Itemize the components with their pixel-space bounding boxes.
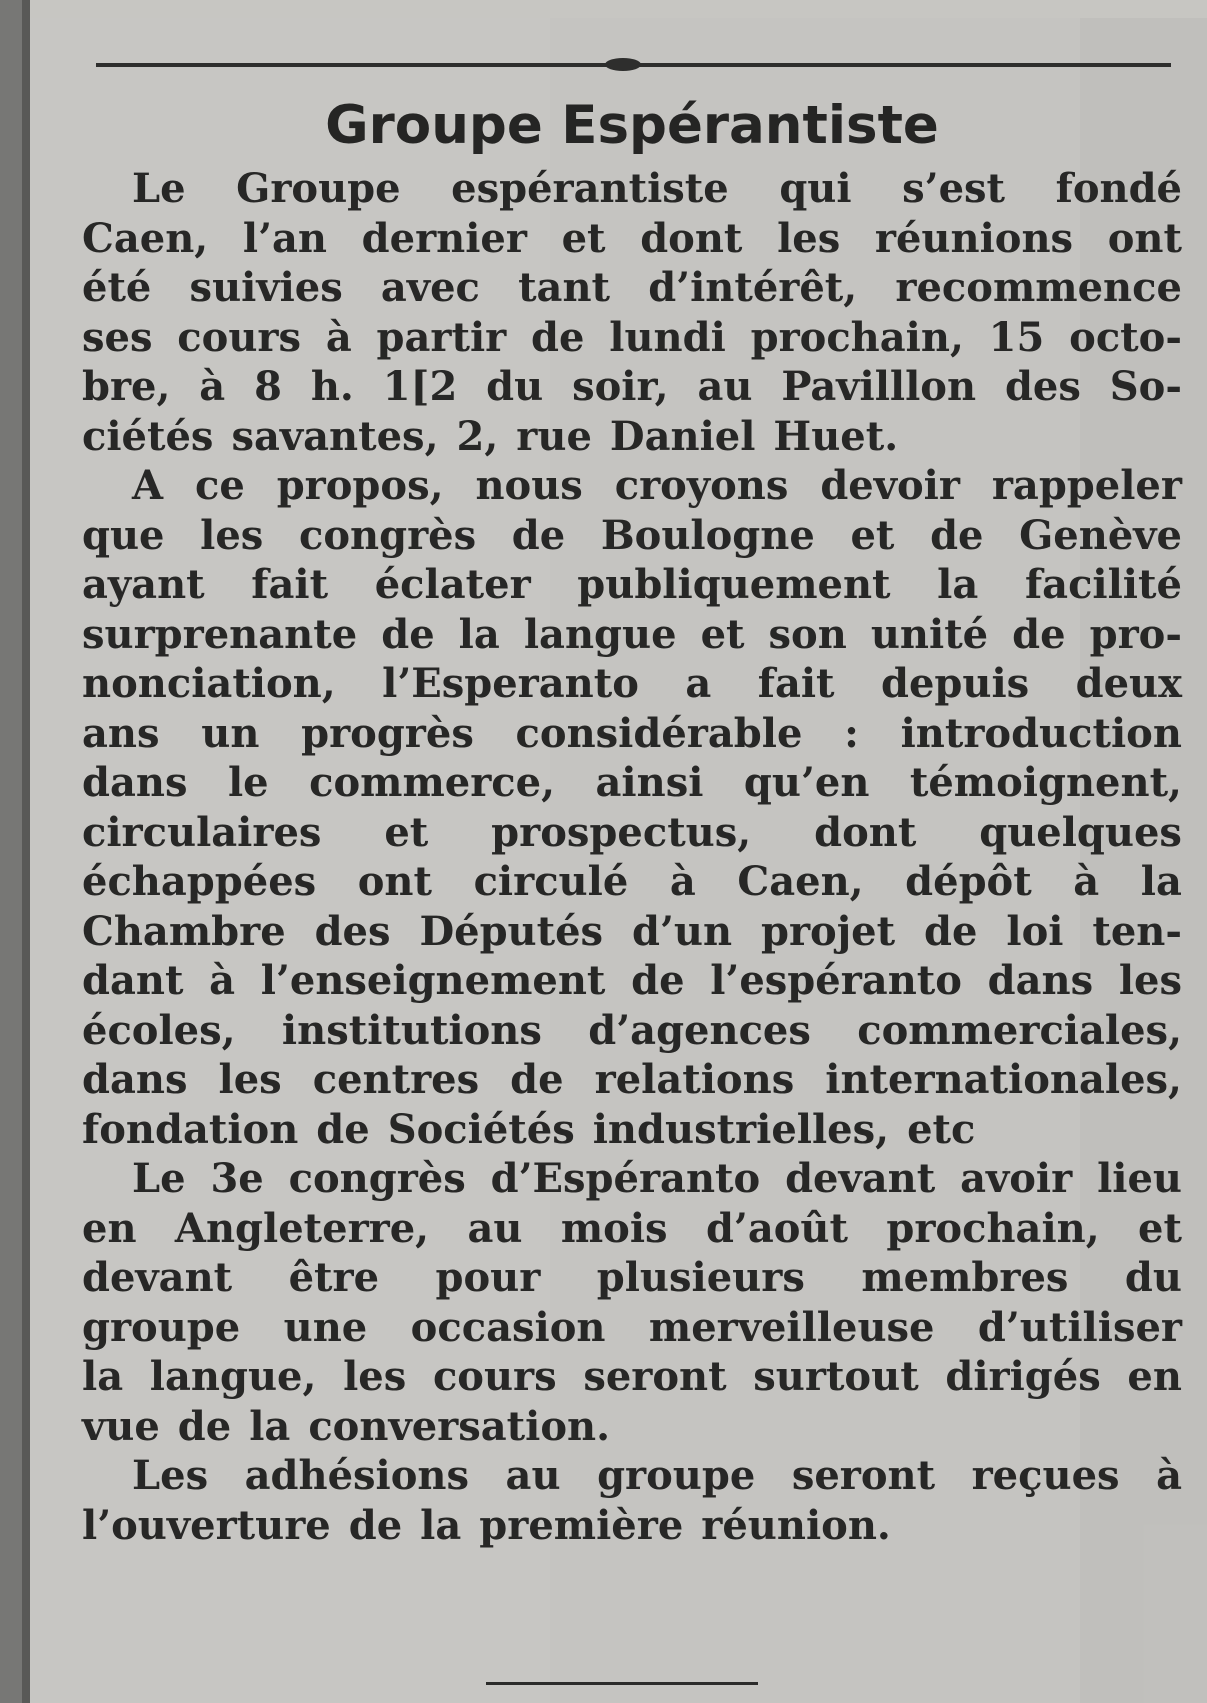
text-word: avoir	[960, 1155, 1073, 1202]
text-word: relations	[594, 1056, 795, 1103]
text-word: de	[316, 1105, 370, 1153]
text-word: au	[467, 1204, 523, 1252]
text-word: la	[458, 610, 500, 658]
text-word: suivies	[189, 264, 343, 311]
text-word: écoles,	[82, 1006, 236, 1054]
text-word: adhésions	[244, 1452, 470, 1499]
text-word: dans	[82, 1056, 188, 1103]
paragraph	[82, 1451, 1182, 1550]
text-word: de	[177, 1402, 232, 1450]
text-word: Angleterre,	[174, 1204, 430, 1252]
text-word: a	[685, 660, 712, 707]
text-word: projet	[760, 907, 896, 955]
text-word: dans	[82, 759, 188, 806]
text-word: fait	[251, 561, 329, 608]
text-word: 15	[988, 313, 1045, 361]
text-word: Députés	[419, 907, 604, 955]
text-line	[82, 1303, 1182, 1353]
text-word: de	[381, 610, 435, 658]
text-word: seront	[583, 1353, 727, 1400]
text-word: cours	[177, 313, 302, 361]
text-word: la	[1140, 858, 1182, 905]
text-word: Caen,	[737, 858, 864, 905]
text-word: prospectus,	[491, 808, 752, 856]
text-word: et	[1138, 1204, 1182, 1252]
top-rule-ornament	[605, 58, 641, 71]
text-word: Le	[132, 1155, 186, 1202]
text-word: la	[249, 1402, 291, 1450]
text-word: de	[631, 957, 685, 1004]
text-word: centres	[312, 1056, 480, 1103]
text-word: prochain,	[886, 1204, 1100, 1252]
text-line	[82, 1402, 1182, 1452]
text-word: l’espéranto	[710, 957, 962, 1004]
text-word: industrielles,	[592, 1105, 890, 1153]
text-word: publiquement	[577, 561, 891, 608]
text-word: occasion	[410, 1303, 606, 1351]
text-word: une	[283, 1303, 368, 1351]
text-word: qu’en	[743, 759, 870, 806]
text-word: qui	[779, 165, 852, 212]
text-word: première	[479, 1501, 684, 1549]
text-word: de	[510, 1056, 564, 1103]
text-word: de	[531, 313, 585, 361]
text-word: à	[669, 858, 696, 905]
text-line	[82, 1154, 1182, 1204]
text-word: dant	[82, 957, 184, 1004]
text-word: à	[1156, 1452, 1182, 1499]
text-word: éclater	[374, 561, 531, 608]
text-word: des	[1004, 363, 1081, 410]
text-word: dont	[640, 214, 743, 262]
text-word: congrès	[288, 1155, 466, 1202]
text-word: ses	[82, 313, 153, 361]
text-word: Daniel	[609, 412, 756, 460]
text-line	[82, 808, 1182, 858]
text-word: groupe	[82, 1303, 241, 1351]
text-word: plusieurs	[596, 1254, 805, 1301]
text-word: Huet.	[773, 412, 899, 460]
text-word: unité	[870, 610, 989, 658]
text-word: de	[1012, 610, 1066, 658]
text-word: de	[511, 511, 566, 559]
text-word: Les	[132, 1452, 209, 1499]
text-word: lundi	[609, 313, 726, 361]
text-word: tant	[518, 264, 611, 311]
text-word: Sociétés	[387, 1105, 575, 1153]
text-word: les	[200, 511, 264, 559]
text-word: son	[768, 610, 847, 658]
text-word: la	[937, 561, 979, 608]
text-word: l’enseignement	[260, 957, 606, 1004]
text-word: deux	[1075, 660, 1182, 707]
text-line	[82, 659, 1182, 709]
text-word: ont	[1107, 214, 1182, 262]
text-word: en	[1127, 1353, 1182, 1400]
text-word: d’août	[705, 1204, 848, 1252]
text-line	[82, 857, 1182, 907]
text-word: s’est	[902, 165, 1006, 212]
text-word: dans	[987, 957, 1094, 1004]
text-word: dernier	[361, 214, 527, 262]
text-word: réunions	[874, 214, 1074, 262]
text-word: les	[218, 1056, 282, 1103]
text-word: à	[1073, 858, 1100, 905]
text-word: Boulogne	[600, 511, 815, 559]
text-word: rappeler	[991, 462, 1182, 509]
text-word: des	[314, 907, 391, 955]
text-word: surtout	[753, 1353, 919, 1400]
text-word: commerciales,	[857, 1006, 1182, 1054]
text-word: et	[561, 214, 606, 262]
text-word: cours	[432, 1353, 557, 1400]
text-word: ciétés	[82, 412, 214, 460]
text-word: depuis	[880, 660, 1030, 707]
text-word: octo-	[1069, 313, 1182, 361]
text-word: congrès	[298, 511, 477, 559]
text-word: à	[209, 957, 236, 1004]
text-word: circulaires	[82, 808, 322, 856]
text-word: en	[82, 1204, 137, 1252]
text-line	[82, 560, 1182, 610]
text-word: progrès	[301, 709, 474, 757]
text-word: d’Espéranto	[490, 1155, 761, 1202]
text-word: 8	[254, 363, 282, 410]
text-word: surprenante	[82, 610, 358, 658]
text-line	[82, 412, 1182, 462]
text-word: à	[325, 313, 352, 361]
text-word: échappées	[82, 858, 317, 905]
text-line	[82, 610, 1182, 660]
text-word: d’agences	[588, 1006, 811, 1054]
text-word: dépôt	[905, 858, 1032, 905]
text-word: à	[199, 363, 226, 410]
text-word: internationales,	[825, 1056, 1182, 1103]
text-word: nous	[475, 462, 583, 509]
text-word: lieu	[1097, 1155, 1182, 1202]
text-word: et	[850, 511, 895, 559]
text-word: dirigés	[945, 1353, 1101, 1400]
text-word: fondé	[1055, 165, 1182, 212]
text-word: groupe	[597, 1452, 756, 1499]
text-word: So-	[1109, 363, 1182, 410]
text-word: devant	[82, 1254, 233, 1301]
text-word: devoir	[820, 462, 960, 509]
text-word: Chambre	[82, 907, 286, 955]
text-word: l’an	[242, 214, 327, 262]
bottom-rule	[486, 1682, 758, 1685]
text-word: considérable	[515, 709, 803, 757]
text-word: que	[82, 511, 165, 559]
text-word: vue	[82, 1402, 160, 1450]
text-word: commerce,	[309, 759, 556, 806]
text-word: d’un	[632, 907, 733, 955]
text-line	[82, 511, 1182, 561]
text-word: 3e	[210, 1155, 264, 1202]
text-word: croyons	[614, 462, 789, 509]
text-word: langue	[523, 610, 677, 658]
text-word: au	[505, 1452, 561, 1499]
text-word: h.	[310, 363, 354, 410]
text-line	[82, 1204, 1182, 1254]
text-line	[82, 263, 1182, 313]
text-line	[82, 1055, 1182, 1105]
text-word: mois	[560, 1204, 668, 1252]
text-word: et	[384, 808, 429, 856]
text-line	[82, 956, 1182, 1006]
text-word: d’utiliser	[977, 1303, 1182, 1351]
text-word: facilité	[1024, 561, 1182, 608]
text-word: recommence	[895, 264, 1182, 311]
text-word: fondation	[82, 1105, 299, 1153]
text-word: savantes,	[231, 412, 439, 460]
text-word: nonciation,	[82, 660, 336, 707]
text-word: au	[697, 363, 753, 410]
text-word: propos,	[276, 462, 444, 509]
text-line	[82, 1501, 1182, 1551]
text-word: fait	[757, 660, 835, 707]
text-word: les	[777, 214, 841, 262]
text-word: témoignent,	[909, 759, 1182, 806]
text-word: le	[227, 759, 269, 806]
text-word: ce	[194, 462, 245, 509]
text-word: merveilleuse	[648, 1303, 935, 1351]
text-word: d’intérêt,	[648, 264, 858, 311]
text-word: pour	[435, 1254, 541, 1301]
text-word: circulé	[473, 858, 629, 905]
text-word: reçues	[971, 1452, 1120, 1499]
paragraph	[82, 461, 1182, 1154]
text-line	[82, 214, 1182, 264]
text-word: conversation.	[308, 1402, 611, 1450]
text-word: Genève	[1019, 511, 1182, 559]
text-word: de	[924, 907, 978, 955]
text-line	[82, 164, 1182, 214]
text-word: quelques	[979, 808, 1182, 856]
text-word: devant	[785, 1155, 936, 1202]
text-word: un	[201, 709, 260, 757]
text-word: seront	[791, 1452, 936, 1499]
paragraph	[82, 1154, 1182, 1451]
text-word: pro-	[1089, 610, 1182, 658]
text-word: et	[700, 610, 745, 658]
text-line	[82, 313, 1182, 363]
text-word: 2,	[456, 412, 499, 460]
text-line	[82, 709, 1182, 759]
text-line	[82, 1253, 1182, 1303]
text-word: institutions	[281, 1006, 542, 1054]
text-line	[82, 1105, 1182, 1155]
text-word: etc	[907, 1105, 976, 1153]
text-word: ayant	[82, 561, 205, 608]
text-word: les	[343, 1353, 407, 1400]
text-word: langue,	[149, 1353, 317, 1400]
text-word: été	[82, 264, 152, 311]
text-word: introduction	[900, 709, 1182, 757]
text-word: Caen,	[82, 214, 209, 262]
text-word: du	[486, 363, 544, 410]
left-crease	[22, 0, 30, 1703]
text-word: l’Esperanto	[382, 660, 639, 707]
text-word: :	[844, 709, 859, 757]
text-word: prochain,	[750, 313, 964, 361]
text-line	[82, 1006, 1182, 1056]
article	[82, 96, 1182, 1550]
text-word: Le	[132, 165, 186, 212]
text-word: bre,	[82, 363, 171, 410]
text-word: ainsi	[595, 759, 704, 806]
text-word: les	[1118, 957, 1182, 1004]
text-word: la	[420, 1501, 462, 1549]
text-line	[82, 758, 1182, 808]
text-word: Groupe	[236, 165, 401, 212]
left-shadow	[0, 0, 22, 1703]
text-word: avec	[380, 264, 480, 311]
text-line	[82, 1352, 1182, 1402]
text-word: A	[132, 462, 164, 509]
paragraph	[82, 164, 1182, 461]
text-word: dont	[814, 808, 917, 856]
article-body	[82, 164, 1182, 1550]
text-line	[82, 461, 1182, 511]
text-line	[82, 1451, 1182, 1501]
text-word: la	[82, 1353, 124, 1400]
text-word: ont	[357, 858, 432, 905]
text-line	[82, 907, 1182, 957]
headline: Groupe Espérantiste	[325, 95, 939, 156]
text-word: l’ouverture	[82, 1501, 331, 1549]
text-word: être	[288, 1254, 380, 1301]
text-word: rue	[516, 412, 592, 460]
text-word: 1[2	[382, 363, 458, 410]
text-word: réunion.	[701, 1501, 891, 1549]
text-word: membres	[861, 1254, 1069, 1301]
text-line	[82, 362, 1182, 412]
text-word: ans	[82, 709, 160, 757]
text-word: ten-	[1092, 907, 1182, 955]
text-word: Pavilllon	[781, 363, 977, 410]
text-word: de	[348, 1501, 403, 1549]
text-word: de	[930, 511, 984, 559]
text-word: du	[1124, 1254, 1182, 1301]
text-word: partir	[376, 313, 507, 361]
text-word: soir,	[572, 363, 669, 410]
text-word: espérantiste	[451, 165, 729, 212]
text-word: loi	[1006, 907, 1064, 955]
